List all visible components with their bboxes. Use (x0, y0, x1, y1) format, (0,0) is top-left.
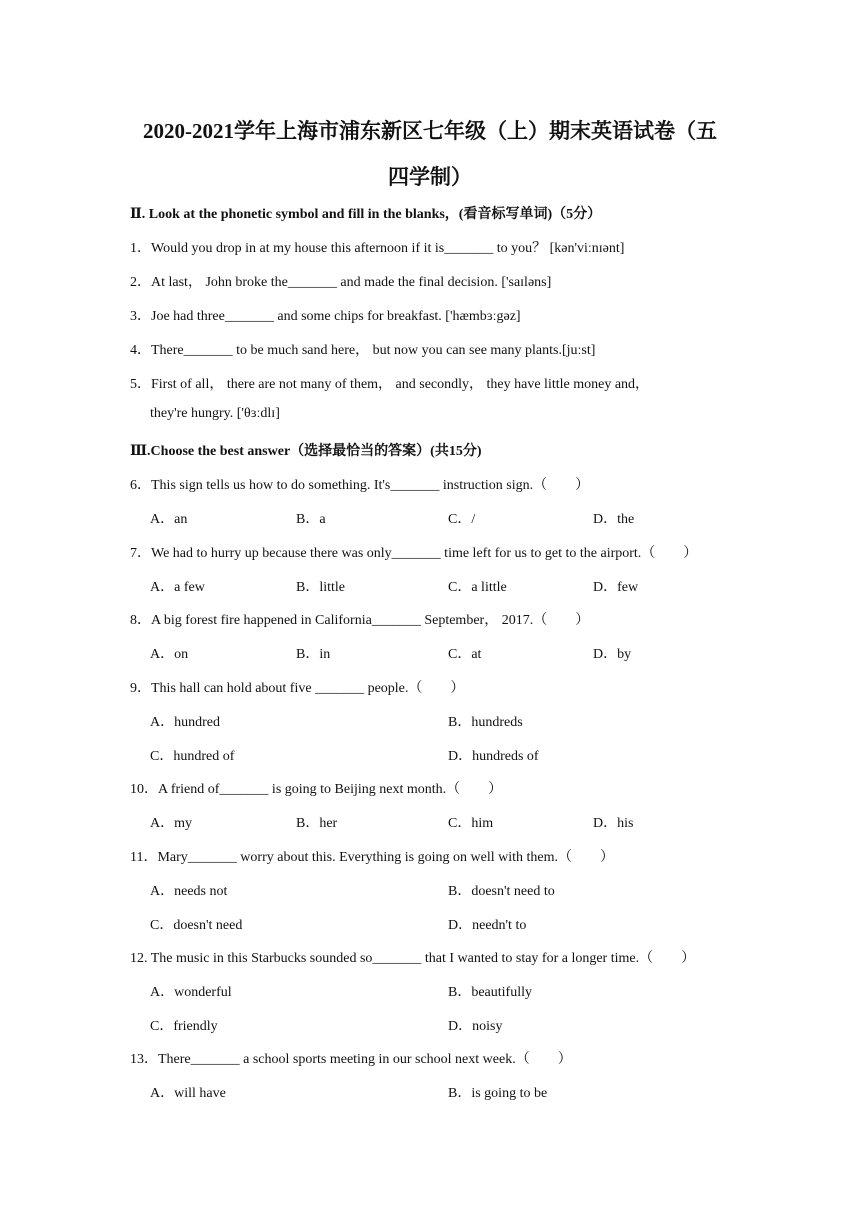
question-11-option-a: A．needs not (150, 884, 228, 899)
question-13-option-b: B．is going to be (448, 1086, 548, 1101)
question-9-option-c: C．hundred of (150, 749, 235, 764)
question-4: 4．There_______ to be much sand here， but now you can see many plants.[juːst] (130, 343, 596, 358)
question-6-option-a: A．an (150, 512, 188, 527)
question-11-option-c: C．doesn't need (150, 918, 243, 933)
question-6-option-b: B．a (296, 512, 326, 527)
question-6: 6．This sign tells us how to do something. It's_______ instruction sign.（ ） (130, 478, 590, 493)
question-12-option-a: A．wonderful (150, 985, 232, 1000)
question-9: 9．This hall can hold about five _______ people.（ ） (130, 681, 465, 696)
question-13-option-a: A．will have (150, 1086, 226, 1101)
question-7: 7．We had to hurry up because there was only_______ time left for us to get to the airport.（ ） (130, 546, 698, 561)
exam-title (110, 108, 750, 200)
question-10-option-b: B．her (296, 816, 338, 831)
question-8-option-c: C．at (448, 647, 482, 662)
question-12-option-c: C．friendly (150, 1019, 218, 1034)
question-12: 12. The music in this Starbucks sounded so_______ that I wanted to stay for a longer time.（ ） (130, 951, 696, 966)
question-6-option-d: D．the (593, 512, 635, 527)
question-10-option-a: A．my (150, 816, 192, 831)
question-13: 13．There_______ a school sports meeting in our school next week.（ ） (130, 1052, 572, 1067)
question-7-option-d: D．few (593, 580, 639, 595)
section-2-heading: Ⅱ. Look at the phonetic symbol and fill in the blanks，(看音标写单词)（5分） (130, 207, 602, 222)
title-line-2: 四学制） (388, 165, 472, 189)
question-9-option-a: A．hundred (150, 715, 220, 730)
question-5-continued: they're hungry. ['θɜːdlɪ] (150, 406, 280, 421)
question-12-option-b: B．beautifully (448, 985, 532, 1000)
question-1: 1．Would you drop in at my house this afternoon if it is_______ to you？ [kən'viːnɪənt] (130, 241, 625, 256)
question-3: 3．Joe had three_______ and some chips for breakfast. ['hæmbɜːgəz] (130, 309, 521, 324)
question-6-option-c: C．/ (448, 512, 476, 527)
question-9-option-d: D．hundreds of (448, 749, 539, 764)
question-9-option-b: B．hundreds (448, 715, 523, 730)
question-7-option-b: B．little (296, 580, 345, 595)
question-10-option-c: C．him (448, 816, 494, 831)
question-5: 5．First of all， there are not many of them， and secondly， they have little money and， (130, 377, 650, 392)
question-2: 2．At last， John broke the_______ and made the final decision. ['saɪləns] (130, 275, 552, 290)
question-11: 11．Mary_______ worry about this. Everything is going on well with them.（ ） (130, 850, 614, 865)
question-8-option-d: D．by (593, 647, 632, 662)
question-11-option-d: D．needn't to (448, 918, 527, 933)
question-10: 10．A friend of_______ is going to Beijing next month.（ ） (130, 782, 503, 797)
question-7-option-a: A．a few (150, 580, 205, 595)
question-8: 8．A big forest fire happened in California_______ September， 2017.（ ） (130, 613, 590, 628)
question-8-option-a: A．on (150, 647, 189, 662)
section-3-heading: Ⅲ.Choose the best answer（选择最恰当的答案）(共15分) (130, 444, 482, 459)
question-11-option-b: B．doesn't need to (448, 884, 555, 899)
title-line-1: 2020-2021学年上海市浦东新区七年级（上）期末英语试卷（五 (143, 119, 717, 143)
question-12-option-d: D．noisy (448, 1019, 503, 1034)
question-7-option-c: C．a little (448, 580, 507, 595)
question-8-option-b: B．in (296, 647, 331, 662)
question-10-option-d: D．his (593, 816, 634, 831)
